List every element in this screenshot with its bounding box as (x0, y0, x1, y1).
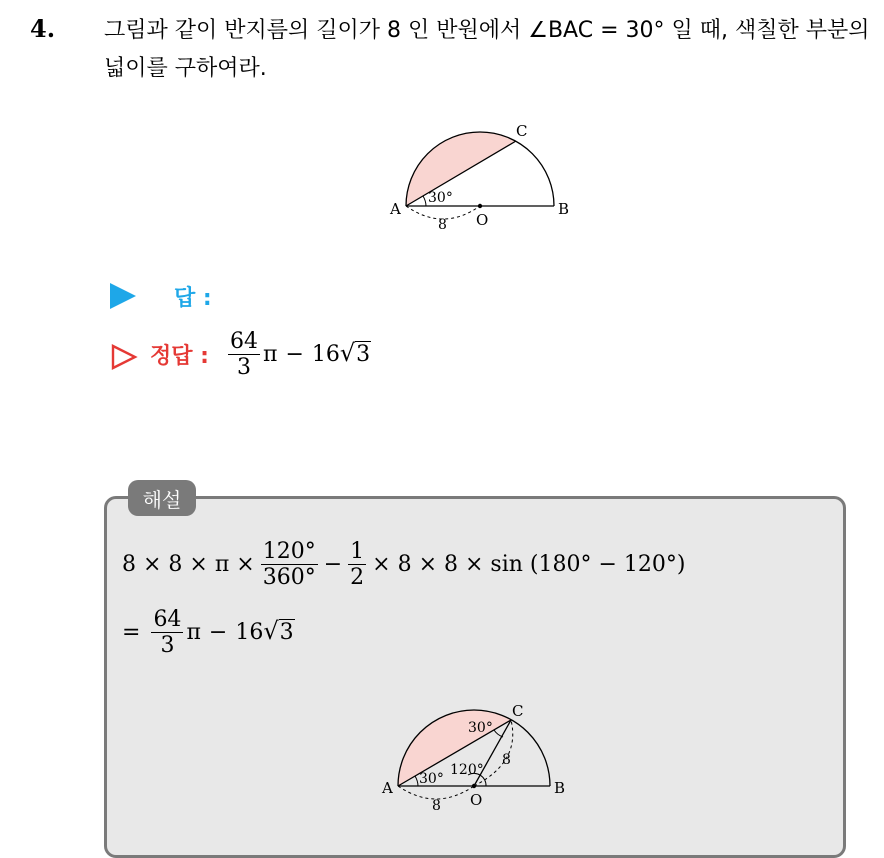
question-text: 그림과 같이 반지름의 길이가 8 인 반원에서 ∠BAC = 30° 일 때, 색칠한 부분의 넓이를 구하여라. (104, 18, 870, 81)
correct-answer-row (110, 330, 371, 379)
label-a: A (382, 779, 393, 797)
shaded-segment (406, 132, 516, 206)
label-radius-2: 8 (502, 752, 511, 768)
label-b: B (558, 200, 570, 218)
fraction: $\frac{64}{3}$ (229, 329, 258, 381)
label-c: C (516, 122, 528, 140)
center-point (478, 204, 482, 208)
label-o: O (476, 211, 489, 229)
angle-arc-c (494, 730, 503, 737)
solution-line-1: 8 × 8 × π × $\frac{120^\circ}{360^\circ}$ − $\frac{1}{2}$ × 8 × 8 × sin (180° − 120°) (122, 539, 686, 591)
center-point (472, 784, 476, 788)
label-angle: 30° (428, 190, 453, 206)
label-b: B (554, 779, 566, 797)
solution-line-2: = $\frac{64}{3}$ π − 16 √ 3 (122, 607, 294, 659)
square-root: √ 3 (339, 339, 371, 368)
semicircle-figure (380, 120, 580, 230)
label-o: O (470, 791, 483, 809)
correct-triangle-icon (110, 343, 138, 371)
label-radius: 8 (438, 217, 447, 230)
correct-answer-expression: $\frac{64}{3}$ π − 16 √ 3 (229, 329, 371, 381)
angle-arc-a (415, 776, 418, 786)
label-a: A (390, 200, 401, 218)
square-root: √ 3 (263, 617, 294, 646)
angle-arc (423, 196, 426, 206)
label-radius-1: 8 (432, 798, 441, 814)
fraction: $\frac{120^\circ}{360^\circ}$ (262, 539, 316, 591)
answer-row (110, 276, 212, 316)
fraction: $\frac{1}{2}$ (350, 539, 365, 591)
label-angle-c: 30° (468, 720, 493, 736)
label-angle-o: 120° (450, 762, 484, 778)
label-c: C (512, 702, 524, 720)
correct-label: 정답 : (150, 344, 209, 370)
question-number: 4. (30, 14, 56, 43)
label-angle-a: 30° (419, 771, 444, 787)
answer-label: 답 : (174, 285, 212, 311)
fraction: $\frac{64}{3}$ (153, 607, 182, 659)
answer-triangle-icon (110, 283, 136, 309)
solution-tag: 해설 (128, 480, 196, 516)
solution-figure (376, 700, 586, 815)
